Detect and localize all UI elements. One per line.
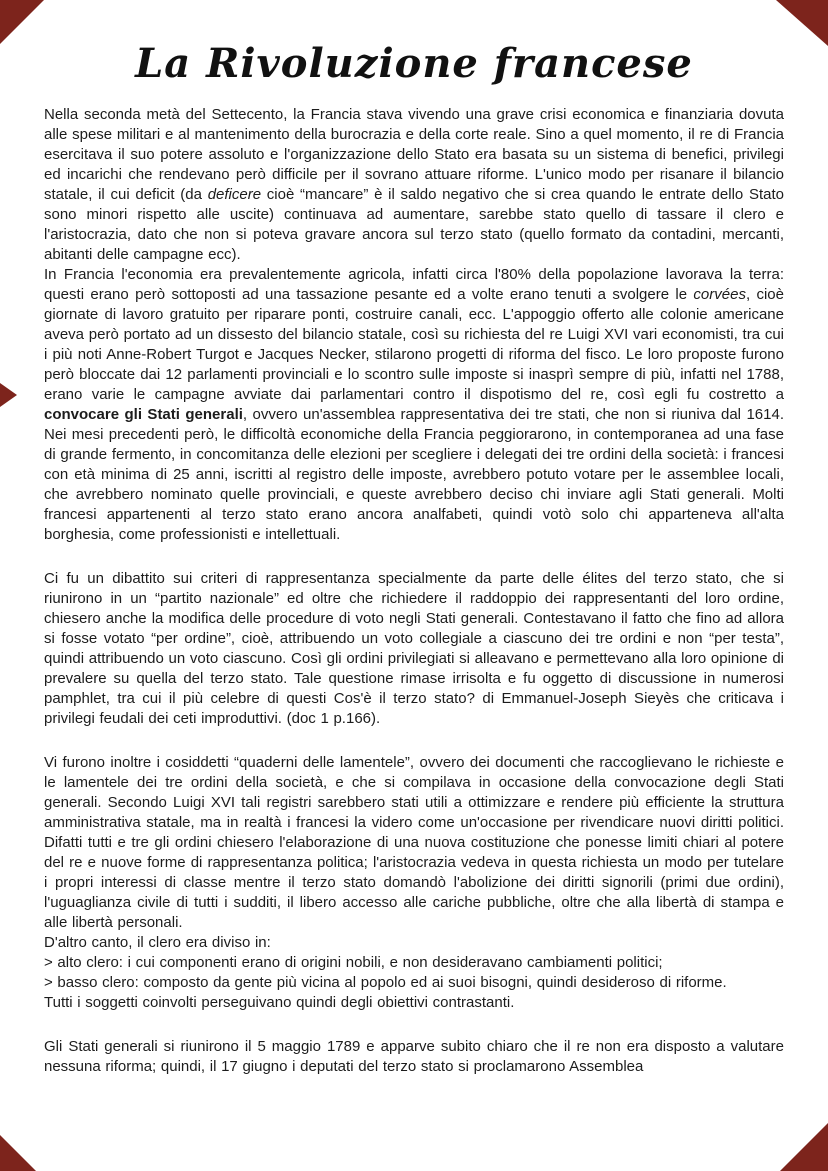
paragraph <box>44 753 784 933</box>
document-body <box>44 105 784 1077</box>
paragraph <box>44 569 784 729</box>
paragraph <box>44 973 784 993</box>
page-title: La Rivoluzione francese <box>135 40 693 87</box>
paragraph <box>44 265 784 545</box>
text-segment-italic: deficere <box>207 186 262 203</box>
text-segment: Nella seconda metà del Settecento, la Francia stava vivendo una grave crisi economica e finanziaria dovuta alle spese militari e al mantenimento della burocrazia e della corte reale. Sino a quel momento, il re di Francia esercitava il suo potere assoluto e l'organizzazione dello Stato era basata su un sistema di benefici, privilegi ed incarichi che rendevano però difficile per il sovrano attuare riforme. L'unico modo per risanare il bilancio statale, il cui deficit (da <box>44 106 784 203</box>
text-segment: Gli Stati generali si riunirono il 5 maggio 1789 e apparve subito chiaro che il re non era disposto a valutare nessuna riforma; quindi, il 17 giugno i deputati del terzo stato si proclamarono Assemblea <box>44 1038 784 1075</box>
text-segment-italic: corvées <box>693 286 746 303</box>
corner-tape-top-left-icon <box>0 0 44 44</box>
text-segment: Vi furono inoltre i cosiddetti “quaderni delle lamentele”, ovvero dei documenti che raccoglievano le richieste e le lamentele dei tre ordini della società, e che si compilava in occasione della convocazione degli Stati generali. Secondo Luigi XVI tali registri sarebbero stati utili a ottimizzare e rendere più efficiente la struttura amministrativa statale, ma in realtà i francesi la videro come un'occasione per rivendicare nuovi diritti politici. Difatti tutti e tre gli ordini chiesero l'elaborazione di una nuova costituzione che ponesse limiti chiari al potere del re e nuove forme di rappresentanza politica; l'aristocrazia vedeva in questa richiesta un modo per tutelare i propri interessi di classe mentre il terzo stato domandò l'abolizione dei diritti signorili (primi due ordini), l'uguaglianza civile di tutti i sudditi, il libero accesso alle cariche pubbliche, oltre che alla libertà di stampa e alle libertà personali. <box>44 754 784 931</box>
paragraph <box>44 105 784 265</box>
corner-tape-bottom-left-icon <box>0 1135 36 1171</box>
text-segment: > alto clero: i cui componenti erano di origini nobili, e non desideravano cambiamenti politici; <box>44 954 663 971</box>
text-segment: In Francia l'economia era prevalentemente agricola, infatti circa l'80% della popolazione lavorava la terra: questi erano però sottoposti ad una tassazione pesante ed a volte erano tenuti a svolgere le <box>44 266 784 303</box>
paragraph <box>44 953 784 973</box>
corner-tape-bottom-right-icon <box>780 1123 828 1171</box>
text-segment: , cioè giornate di lavoro gratuito per riparare ponti, costruire canali, ecc. L'appoggio offerto alle colonie americane aveva però portato ad un dissesto del bilancio statale, così su richiesta del re Luigi XVI vari economisti, tra cui i più noti Anne-Robert Turgot e Jacques Necker, stilarono progetti di riforma del fisco. Le loro proposte furono però bloccate dai 12 parlamenti provinciali e lo scontro sulle imposte si inasprì sempre di più, infatti nel 1788, erano varie le campagne avviate dai parlamentari contro il dispotismo del re, così egli fu costretto a <box>44 286 784 403</box>
text-segment: D'altro canto, il clero era diviso in: <box>44 934 271 951</box>
corner-tape-top-right-icon <box>776 0 828 46</box>
text-segment: Ci fu un dibattito sui criteri di rappresentanza specialmente da parte delle élites del terzo stato, che si riunirono in un “partito nazionale” ed oltre che richiedere il raddoppio dei rappresentanti del loro ordine, chiesero anche la modifica delle procedure di voto negli Stati generali. Contestavano il fatto che fino ad allora si fosse votato “per ordine”, cioè, attribuendo un voto collegiale a ciascuno dei tre ordini e non “per testa”, quindi attribuendo un voto ciascuno. Così gli ordini privilegiati si alleavano e permettevano alla loro opinione di prevalere su quella del terzo stato. Tale questione rimase irrisolta e fu oggetto di discussione in numerosi pamphlet, tra cui il più celebre di questi Cos'è il terzo stato? di Emmanuel-Joseph Sieyès che criticava i privilegi feudali dei ceti improduttivi. (doc 1 p.166). <box>44 570 784 727</box>
text-segment: , ovvero un'assemblea rappresentativa dei tre stati, che non si riuniva dal 1614. Nei mesi precedenti però, le difficoltà economiche della Francia peggiorarono, in contemporanea ad una fase di grande fermento, in concomitanza delle elezioni per scegliere i delegati dei tre ordini della società: i francesi con età minima di 25 anni, iscritti al registro delle imposte, avrebbero potuto votare per le assemblee locali, che avrebbero nominato quelle provinciali, e queste avrebbero deciso chi inviare agli Stati generali. Molti francesi appartenenti al terzo stato erano ancora analfabeti, quindi votò solo chi apparteneva all'alta borghesia, come professionisti e intellettuali. <box>44 406 784 543</box>
paragraph <box>44 1037 784 1077</box>
text-segment-bold: convocare gli Stati generali <box>44 406 243 423</box>
text-segment: > basso clero: composto da gente più vicina al popolo ed ai suoi bisogni, quindi desideroso di riforme. <box>44 974 727 991</box>
paragraph <box>44 933 784 953</box>
paragraph <box>44 993 784 1013</box>
text-segment: Tutti i soggetti coinvolti perseguivano quindi degli obiettivi contrastanti. <box>44 994 515 1011</box>
text-segment: cioè “mancare” è il saldo negativo che si crea quando le entrate dello Stato sono minori rispetto alle uscite) continuava ad aumentare, sarebbe stato quello di tassare il clero e l'aristocrazia, dato che non si poteva gravare ancora sul terzo stato (quello formato da contadini, mercanti, abitanti delle campagne ecc). <box>44 186 784 263</box>
edge-tape-left-icon <box>0 383 17 407</box>
